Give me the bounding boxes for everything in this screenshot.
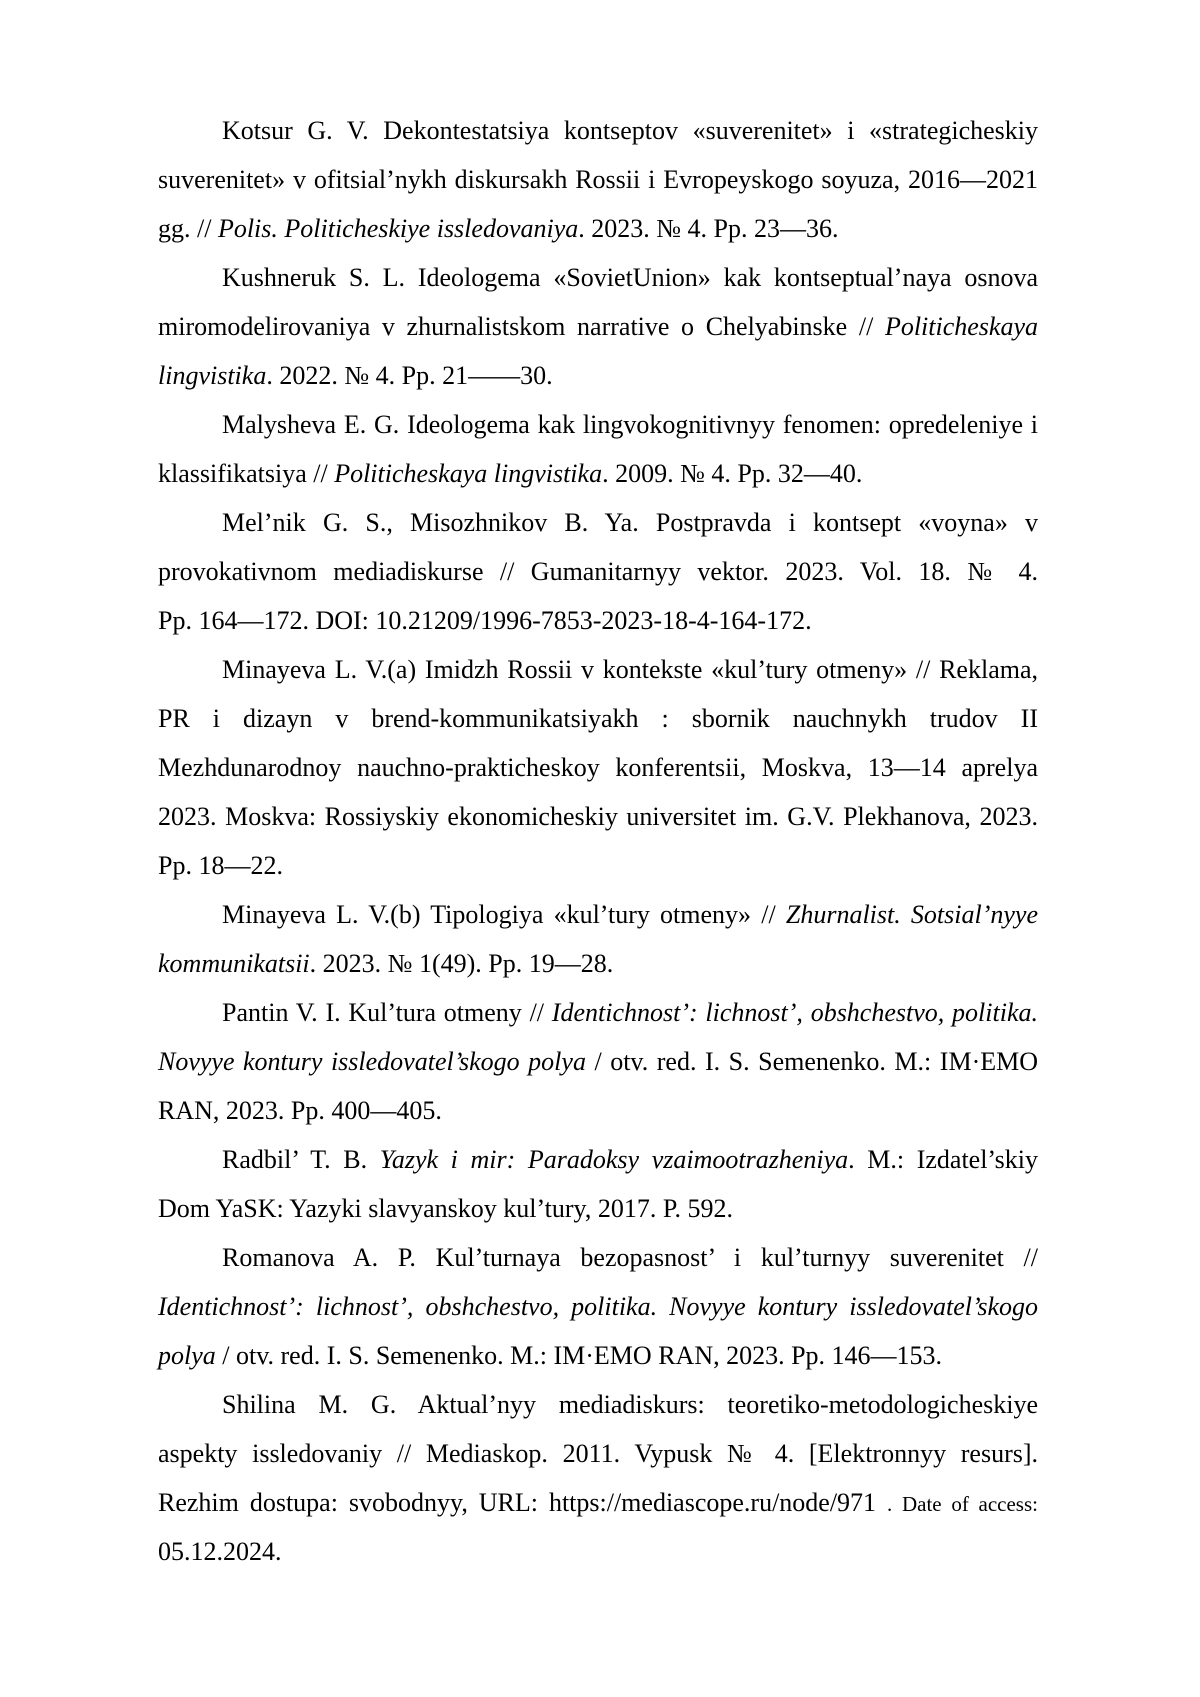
text-segment: Romanova A. P. Kul’turnaya bezopasnost’ i kul’turnyy suverenitet //: [222, 1243, 1038, 1272]
reference-line: [158, 645, 1038, 694]
reference-line: [158, 253, 1038, 302]
text-segment: miromodelirovaniya v zhurnalistskom narrative o Chelyabinske //: [158, 312, 885, 341]
reference-entry: [158, 1233, 1038, 1380]
reference-entry: [158, 645, 1038, 890]
text-segment: Malysheva E. G. Ideologema kak lingvokognitivnyy fenomen: opredeleniye i: [222, 410, 1038, 439]
text-segment: Radbil’ T. B.: [222, 1145, 380, 1174]
reference-line: [158, 743, 1038, 792]
reference-line: [158, 449, 1038, 498]
text-segment: klassifikatsiya //: [158, 459, 335, 488]
reference-line: [158, 1478, 1038, 1527]
reference-entry: [158, 890, 1038, 988]
text-segment: provokativnom mediadiskurse // Gumanitarnyy vektor. 2023. Vol. 18. № 4.: [158, 557, 1038, 586]
italic-text: Identichnost’: lichnost’, obshchestvo, politika.: [551, 998, 1038, 1027]
reference-line: [158, 694, 1038, 743]
text-segment: Pantin V. I. Kul’tura otmeny //: [222, 998, 552, 1027]
reference-line: [158, 596, 1038, 645]
text-segment: Minayeva L. V.(b) Tipologiya «kul’tury otmeny» //: [222, 900, 786, 929]
reference-entry: [158, 1135, 1038, 1233]
reference-line: [158, 1233, 1038, 1282]
text-segment: . 2023. № 4. Pp. 23—36.: [578, 214, 839, 243]
text-segment: Mel’nik G. S., Misozhnikov B. Ya. Postpravda i kontsept «voyna» v: [222, 508, 1038, 537]
text-segment: 2023. Moskva: Rossiyskiy ekonomicheskiy universitet im. G.V. Plekhanova, 2023.: [158, 802, 1038, 831]
text-segment: aspekty issledovaniy // Mediaskop. 2011. Vypusk № 4. [Elektronnyy resurs].: [158, 1439, 1038, 1468]
small-text: . Date of access:: [887, 1492, 1038, 1516]
text-segment: Kotsur G. V. Dekontestatsiya kontseptov «suverenitet» i «strategicheskiy: [222, 116, 1038, 145]
text-segment: / otv. red. I. S. Semenenko. M.: IM·EMO: [585, 1047, 1038, 1076]
reference-line: [158, 1184, 1038, 1233]
reference-line: [158, 204, 1038, 253]
reference-entry: [158, 988, 1038, 1135]
reference-line: [158, 1527, 1038, 1576]
reference-line: [158, 400, 1038, 449]
reference-entry: [158, 253, 1038, 400]
text-segment: suverenitet» v ofitsial’nykh diskursakh Rossii i Evropeyskogo soyuza, 2016—2021: [158, 165, 1038, 194]
text-segment: / otv. red. I. S. Semenenko. M.: IM·EMO RAN, 2023. Pp. 146—153.: [215, 1341, 943, 1370]
text-segment: . M.: Izdatel’skiy: [848, 1145, 1038, 1174]
reference-line: [158, 939, 1038, 988]
text-segment: Minayeva L. V.(a) Imidzh Rossii v kontekste «kul’tury otmeny» // Reklama,: [222, 655, 1038, 684]
reference-entry: [158, 1380, 1038, 1576]
reference-entry: [158, 400, 1038, 498]
reference-line: [158, 106, 1038, 155]
italic-text: polya: [158, 1341, 216, 1370]
reference-line: [158, 351, 1038, 400]
reference-line: [158, 1331, 1038, 1380]
italic-text: Politicheskaya lingvistika: [334, 459, 603, 488]
reference-line: [158, 1135, 1038, 1184]
text-segment: Shilina M. G. Aktual’nyy mediadiskurs: teoretiko-metodologicheskiye: [222, 1390, 1038, 1419]
reference-line: [158, 1429, 1038, 1478]
reference-line: [158, 1380, 1038, 1429]
text-segment: RAN, 2023. Pp. 400—405.: [158, 1096, 442, 1125]
reference-line: [158, 1282, 1038, 1331]
text-segment: Rezhim dostupa: svobodnyy, URL: https://mediascope.ru/node/971: [158, 1488, 888, 1517]
text-segment: . 2022. № 4. Pp. 21——30.: [266, 361, 553, 390]
italic-text: Zhurnalist. Sotsial’nyye: [785, 900, 1038, 929]
reference-line: [158, 547, 1038, 596]
reference-entry: [158, 106, 1038, 253]
reference-line: [158, 155, 1038, 204]
reference-line: [158, 498, 1038, 547]
italic-text: lingvistika: [158, 361, 267, 390]
references-list: [158, 106, 1038, 1576]
text-segment: PR i dizayn v brend-kommunikatsiyakh : sbornik nauchnykh trudov II: [158, 704, 1038, 733]
text-segment: gg. //: [158, 214, 218, 243]
reference-line: [158, 841, 1038, 890]
reference-line: [158, 1037, 1038, 1086]
reference-line: [158, 988, 1038, 1037]
reference-line: [158, 302, 1038, 351]
reference-entry: [158, 498, 1038, 645]
italic-text: Yazyk i mir: Paradoksy vzaimootrazheniya: [379, 1145, 849, 1174]
reference-line: [158, 792, 1038, 841]
text-segment: Pp. 164—172. DOI: 10.21209/1996-7853-2023-18-4-164-172.: [158, 606, 812, 635]
reference-line: [158, 890, 1038, 939]
italic-text: kommunikatsii: [158, 949, 310, 978]
text-segment: 05.12.2024.: [158, 1537, 282, 1566]
text-segment: . 2023. № 1(49). Pp. 19—28.: [309, 949, 614, 978]
italic-text: Politicheskaya: [884, 312, 1038, 341]
text-segment: Mezhdunarodnoy nauchno-prakticheskoy konferentsii, Moskva, 13—14 aprelya: [158, 753, 1038, 782]
reference-line: [158, 1086, 1038, 1135]
text-segment: . 2009. № 4. Pp. 32—40.: [602, 459, 863, 488]
italic-text: Identichnost’: lichnost’, obshchestvo, politika. Novyye kontury issledovatel’skogo: [158, 1292, 1038, 1321]
italic-text: Novyye kontury issledovatel’skogo polya: [158, 1047, 586, 1076]
text-segment: Kushneruk S. L. Ideologema «SovietUnion» kak kontseptual’naya osnova: [222, 263, 1038, 292]
text-segment: Pp. 18—22.: [158, 851, 283, 880]
text-segment: Dom YaSK: Yazyki slavyanskoy kul’tury, 2017. P. 592.: [158, 1194, 733, 1223]
italic-text: Polis. Politicheskiye issledovaniya: [217, 214, 579, 243]
